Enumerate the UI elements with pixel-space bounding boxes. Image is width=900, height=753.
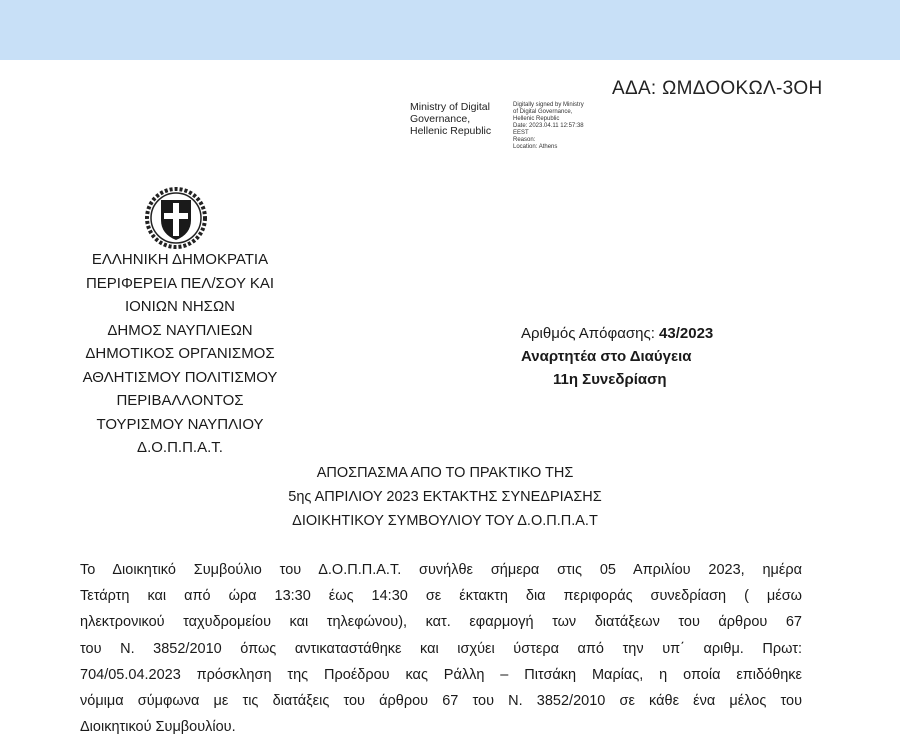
title-line: 5ης ΑΠΡΙΛΙΟΥ 2023 ΕΚΤΑΚΤΗΣ ΣΥΝΕΔΡΙΑΣΗΣ — [288, 489, 602, 505]
issuer-line: ΠΕΡΙΒΑΛΛΟΝΤΟΣ — [116, 392, 244, 409]
body-line: Το Διοικητικό Συμβούλιο του Δ.Ο.Π.Π.Α.Τ. συνήλθε σήμερα στις 05 Απριλίου 2023, ημέρα — [80, 562, 802, 578]
issuer-line: Δ.Ο.Π.Π.Α.Τ. — [137, 439, 223, 456]
ada-code: ΑΔΑ: ΩΜΔΟΟΚΩΛ-3ΟΗ — [612, 78, 823, 99]
signature-detail-line: Location: Athens — [513, 144, 558, 150]
issuer-block — [60, 248, 300, 460]
body-line: ηλεκτρονικού ταχυδρομείου και τηλεφώνου), κατ. εφαρμογή των διατάξεων του άρθρου 67 — [80, 614, 802, 631]
signature-detail-line: Date: 2023.04.11 12:57:38 — [513, 123, 584, 129]
issuer-line: ΠΕΡΙΦΕΡΕΙΑ ΠΕΛ/ΣΟΥ ΚΑΙ — [85, 274, 275, 292]
signature-detail-line: EEST — [513, 130, 529, 136]
issuer-line: ΔΗΜΟΤΙΚΟΣ ΟΡΓΑΝΙΣΜΟΣ — [85, 345, 275, 362]
decision-number-label: Αριθμός Απόφασης: — [521, 325, 655, 342]
signature-detail-line: Hellenic Republic — [513, 116, 560, 122]
decision-number: 43/2023 — [659, 325, 714, 342]
issuer-line: ΤΟΥΡΙΣΜΟΥ ΝΑΥΠΛΙΟΥ — [96, 415, 264, 433]
body-line: Διοικητικού Συμβουλίου. — [80, 719, 236, 736]
body-line: Τετάρτη και από ώρα 13:30 έως 14:30 σε έκτακτη δια περιφοράς συνεδρίαση ( μέσω — [80, 588, 802, 605]
issuer-line: ΑΘΛΗΤΙΣΜΟΥ ΠΟΛΙΤΙΣΜΟΥ — [82, 368, 278, 386]
signature-detail-line: Digitally signed by Ministry — [513, 102, 584, 108]
signer-line: Hellenic Republic — [410, 125, 492, 137]
body-line: νόμιμα σύμφωνα με τις διατάξεις του άρθρου 67 του Ν. 3852/2010 σε κάθε ένα μέλος του — [80, 693, 802, 710]
signature-detail-line: of Digital Governance, — [513, 109, 573, 115]
body-paragraph — [80, 557, 802, 740]
document-title — [200, 461, 690, 533]
issuer-line: ΙΟΝΙΩΝ ΝΗΣΩΝ — [124, 298, 236, 315]
issuer-line: ΔΗΜΟΣ ΝΑΥΠΛΙΕΩΝ — [107, 321, 253, 339]
session-number: 11η Συνεδρίαση — [553, 371, 667, 388]
hellenic-republic-emblem-icon — [144, 186, 208, 250]
signer-line: Governance, — [410, 113, 471, 125]
body-line: 704/05.04.2023 πρόσκληση της Προέδρου κας Ράλλη – Πιτσάκη Μαρίας, η οποία επιδόθηκε — [80, 666, 802, 683]
diavgeia-note: Αναρτητέα στο Διαύγεια — [521, 348, 692, 365]
decision-info — [521, 322, 713, 391]
title-line: ΔΙΟΙΚΗΤΙΚΟΥ ΣΥΜΒΟΥΛΙΟΥ ΤΟΥ Δ.Ο.Π.Π.Α.Τ — [292, 513, 598, 529]
signer-line: Ministry of Digital — [410, 101, 490, 113]
issuer-line: ΕΛΛΗΝΙΚΗ ΔΗΜΟΚΡΑΤΙΑ — [91, 251, 269, 268]
digital-signature-details — [513, 102, 584, 151]
title-line: ΑΠΟΣΠΑΣΜΑ ΑΠΟ ΤΟ ΠΡΑΚΤΙΚΟ ΤΗΣ — [316, 465, 574, 481]
signature-detail-line: Reason: — [513, 137, 536, 143]
top-band — [0, 0, 900, 60]
digital-signature-signer — [410, 101, 491, 137]
body-line: του Ν. 3852/2010 όπως αντικαταστάθηκε και ισχύει ύστερα από την υπ΄ αριθμ. Πρωτ: — [80, 640, 802, 657]
